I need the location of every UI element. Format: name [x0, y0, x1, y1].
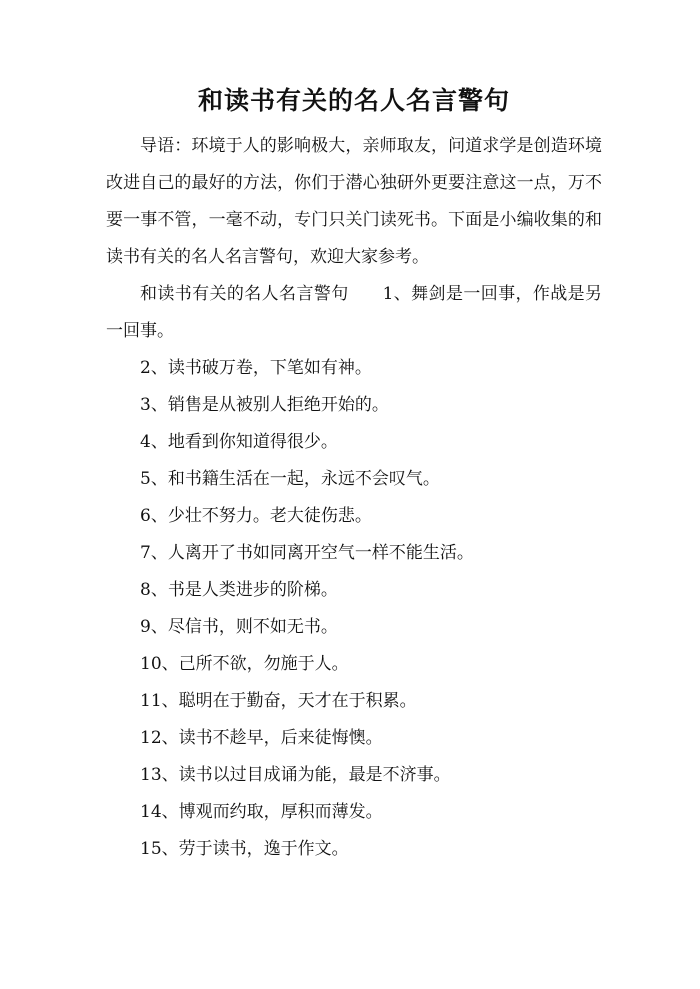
quote-item: 2、读书破万卷，下笔如有神。 [140, 358, 372, 378]
quote-item: 8、书是人类进步的阶梯。 [140, 580, 338, 600]
quote-item: 13、读书以过目成诵为能，最是不济事。 [140, 765, 451, 785]
quote-item: 5、和书籍生活在一起，永远不会叹气。 [140, 469, 440, 489]
quote-list [106, 350, 602, 868]
quote-item: 7、人离开了书如同离开空气一样不能生活。 [140, 543, 474, 563]
quote-item: 4、地看到你知道得很少。 [140, 432, 338, 452]
intro-paragraph: 导语：环境于人的影响极大，亲师取友，问道求学是创造环境改进自己的最好的方法，你们于潜心独研外更要注意这一点，万不要一事不管，一毫不动，专门只关门读死书。下面是小编收集的和读书有关的名人名言警句，欢迎大家参考。 [106, 136, 602, 267]
quote-item: 9、尽信书，则不如无书。 [140, 617, 338, 637]
document-title: 和读书有关的名人名言警句 [197, 86, 510, 115]
section-heading: 和读书有关的名人名言警句 [140, 284, 349, 304]
quote-item: 12、读书不趁早，后来徒悔懊。 [140, 728, 383, 748]
quote-item: 6、少壮不努力。老大徒伤悲。 [140, 506, 372, 526]
quote-item: 1、舞剑是一回事，作战是另一回事。 [106, 284, 602, 341]
quote-item: 11、聪明在于勤奋，天才在于积累。 [140, 691, 417, 711]
quote-item: 3、销售是从被别人拒绝开始的。 [140, 395, 389, 415]
quote-item: 10、己所不欲，勿施于人。 [140, 654, 349, 674]
quote-item: 15、劳于读书，逸于作文。 [140, 839, 349, 859]
quote-item: 14、博观而约取，厚积而薄发。 [140, 802, 383, 822]
section-paragraph [106, 276, 602, 350]
